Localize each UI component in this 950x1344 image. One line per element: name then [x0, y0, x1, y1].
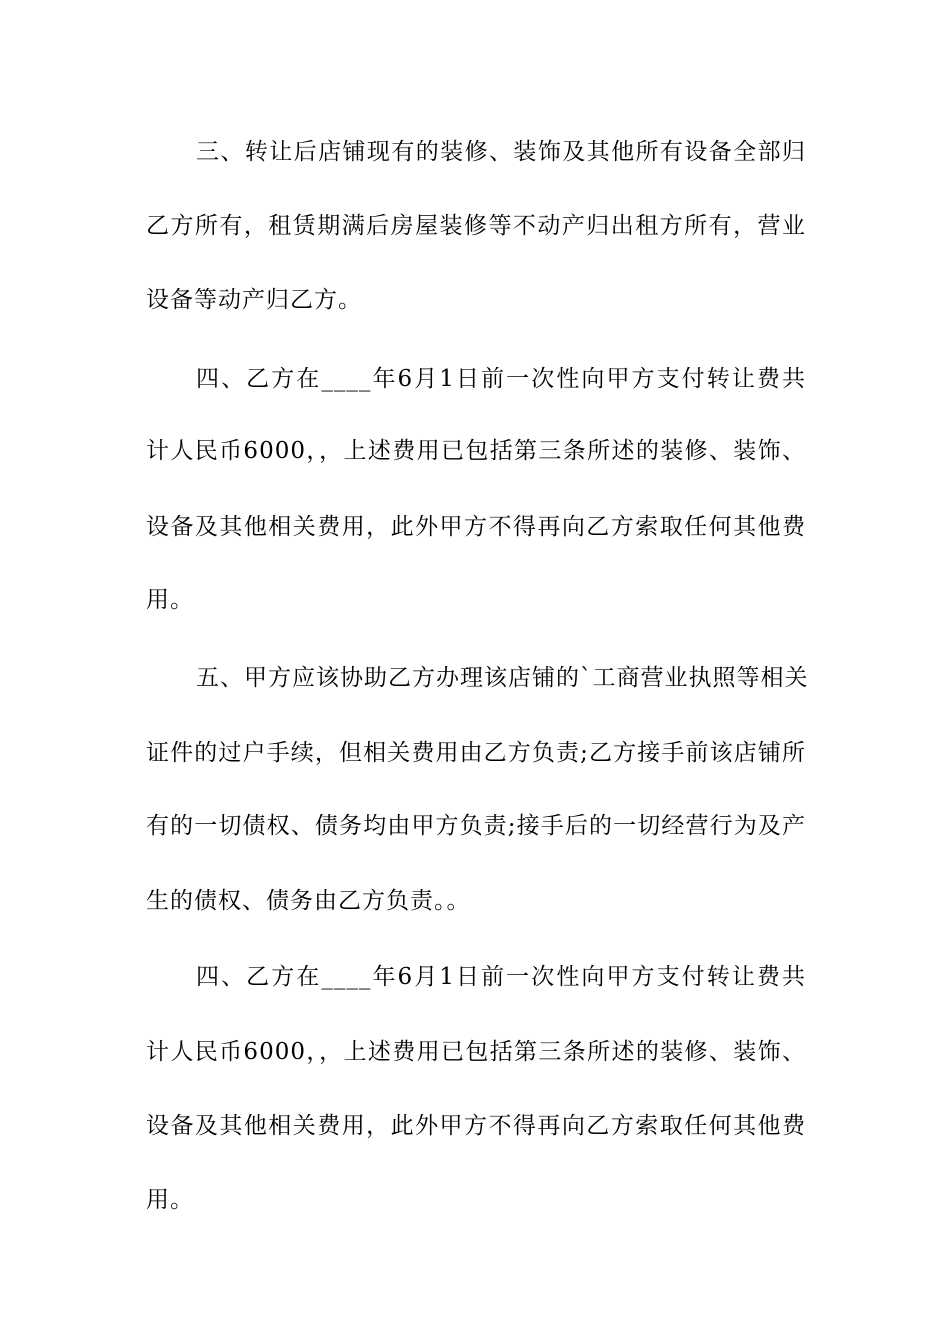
- paragraph-3-line-2: 证件的过户手续，但相关费用由乙方负责;乙方接手前该店铺所: [146, 740, 806, 766]
- paragraph-2-line-3: 设备及其他相关费用，此外甲方不得再向乙方索取任何其他费: [146, 514, 806, 540]
- paragraph-1-line-2: 乙方所有，租赁期满后房屋装修等不动产归出租方所有，营业: [146, 213, 806, 239]
- paragraph-4-line-3: 设备及其他相关费用，此外甲方不得再向乙方索取任何其他费: [146, 1113, 806, 1139]
- paragraph-2-line-1: 四、乙方在____年6月1日前一次性向甲方支付转让费共: [196, 366, 806, 392]
- paragraph-4-line-4: 用。: [146, 1187, 194, 1213]
- paragraph-2-line-4: 用。: [146, 587, 194, 613]
- paragraph-1-line-3: 设备等动产归乙方。: [146, 287, 362, 313]
- paragraph-4-line-1: 四、乙方在____年6月1日前一次性向甲方支付转让费共: [196, 964, 806, 990]
- paragraph-3-line-4: 生的债权、债务由乙方负责。。: [146, 888, 471, 914]
- paragraph-3-line-3: 有的一切债权、债务均由甲方负责;接手后的一切经营行为及产: [146, 813, 806, 839]
- paragraph-4-line-2: 计人民币6000，，上述费用已包括第三条所述的装修、装饰、: [146, 1039, 806, 1065]
- paragraph-1-line-1: 三、转让后店铺现有的装修、装饰及其他所有设备全部归: [196, 139, 806, 165]
- paragraph-3-line-1: 五、甲方应该协助乙方办理该店铺的`工商营业执照等相关: [196, 665, 809, 691]
- paragraph-2-line-2: 计人民币6000，，上述费用已包括第三条所述的装修、装饰、: [146, 438, 806, 464]
